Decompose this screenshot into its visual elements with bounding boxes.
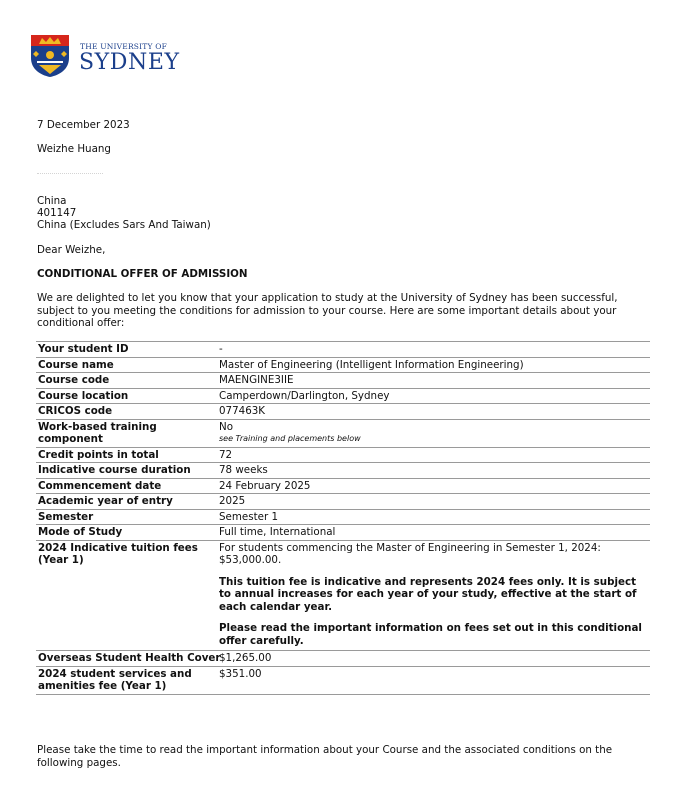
row-value: MAENGINE3IIE bbox=[217, 373, 650, 389]
row-note: see Training and placements below bbox=[219, 434, 361, 443]
university-logo bbox=[30, 34, 180, 80]
offer-details-table bbox=[36, 341, 650, 695]
table-row bbox=[36, 404, 650, 420]
table-row-ssaf bbox=[36, 666, 650, 694]
table-row-tuition bbox=[36, 540, 650, 651]
table-row bbox=[36, 388, 650, 404]
oshc-value: $1,265.00 bbox=[217, 651, 650, 667]
row-label: Course location bbox=[36, 388, 217, 404]
row-label: CRICOS code bbox=[36, 404, 217, 420]
tuition-note-indicative: This tuition fee is indicative and represents 2024 fees only. It is subject to annual increases for each year of your study, effective at the start of each calendar year. bbox=[219, 575, 637, 613]
letter-date: 7 December 2023 bbox=[37, 119, 130, 131]
address-line-2: 401147 bbox=[37, 207, 77, 219]
tuition-value-cell bbox=[217, 540, 650, 651]
row-value: No bbox=[219, 420, 234, 433]
table-row bbox=[36, 373, 650, 389]
table-row bbox=[36, 509, 650, 525]
row-label: Your student ID bbox=[36, 342, 217, 358]
row-label: Commencement date bbox=[36, 478, 217, 494]
tuition-note-read: Please read the important information on fees set out in this conditional offer carefully. bbox=[219, 622, 642, 647]
table-row bbox=[36, 463, 650, 479]
row-value: 72 bbox=[217, 447, 650, 463]
row-label: Work-based training component bbox=[36, 419, 217, 447]
table-row bbox=[36, 478, 650, 494]
tuition-label: 2024 Indicative tuition fees (Year 1) bbox=[36, 540, 217, 651]
row-label: Credit points in total bbox=[36, 447, 217, 463]
ssaf-value: $351.00 bbox=[217, 666, 650, 694]
address-line-3: China (Excludes Sars And Taiwan) bbox=[37, 219, 211, 231]
row-value: Semester 1 bbox=[217, 509, 650, 525]
row-value: - bbox=[217, 342, 650, 358]
row-value: 077463K bbox=[217, 404, 650, 420]
table-row-oshc bbox=[36, 651, 650, 667]
row-value: Master of Engineering (Intelligent Information Engineering) bbox=[217, 357, 650, 373]
university-crest-icon bbox=[30, 34, 70, 78]
logo-line2: SYDNEY bbox=[79, 50, 180, 75]
table-row bbox=[36, 494, 650, 510]
redacted-line bbox=[37, 173, 103, 174]
row-value: 24 February 2025 bbox=[217, 478, 650, 494]
recipient-name: Weizhe Huang bbox=[37, 143, 111, 155]
row-value-cell bbox=[217, 419, 650, 447]
table-row bbox=[36, 447, 650, 463]
row-label: Course name bbox=[36, 357, 217, 373]
row-label: Academic year of entry bbox=[36, 494, 217, 510]
salutation: Dear Weizhe, bbox=[37, 244, 106, 256]
oshc-label: Overseas Student Health Cover bbox=[38, 652, 221, 664]
table-row bbox=[36, 419, 650, 447]
table-row bbox=[36, 525, 650, 541]
row-value: 2025 bbox=[217, 494, 650, 510]
address-line-1: China bbox=[37, 195, 67, 207]
row-label: Semester bbox=[36, 509, 217, 525]
row-value: 78 weeks bbox=[217, 463, 650, 479]
table-row bbox=[36, 357, 650, 373]
table-row bbox=[36, 342, 650, 358]
row-label: Mode of Study bbox=[36, 525, 217, 541]
ssaf-label: 2024 student services and amenities fee (Year 1) bbox=[36, 666, 217, 694]
closing-paragraph: Please take the time to read the important information about your Course and the associated conditions on the following pages. bbox=[37, 744, 613, 769]
row-label: Course code bbox=[36, 373, 217, 389]
offer-heading: CONDITIONAL OFFER OF ADMISSION bbox=[37, 268, 248, 280]
tuition-value: For students commencing the Master of Engineering in Semester 1, 2024: $53,000.00. bbox=[219, 541, 601, 566]
row-value: Camperdown/Darlington, Sydney bbox=[217, 388, 650, 404]
logo-line1: THE UNIVERSITY OF bbox=[80, 42, 167, 51]
intro-paragraph: We are delighted to let you know that your application to study at the University of Sydney has been successful, subject to you meeting the conditions for admission to your course. Here are some important details about your conditional offer: bbox=[37, 292, 618, 329]
row-label: Indicative course duration bbox=[36, 463, 217, 479]
row-value: Full time, International bbox=[217, 525, 650, 541]
